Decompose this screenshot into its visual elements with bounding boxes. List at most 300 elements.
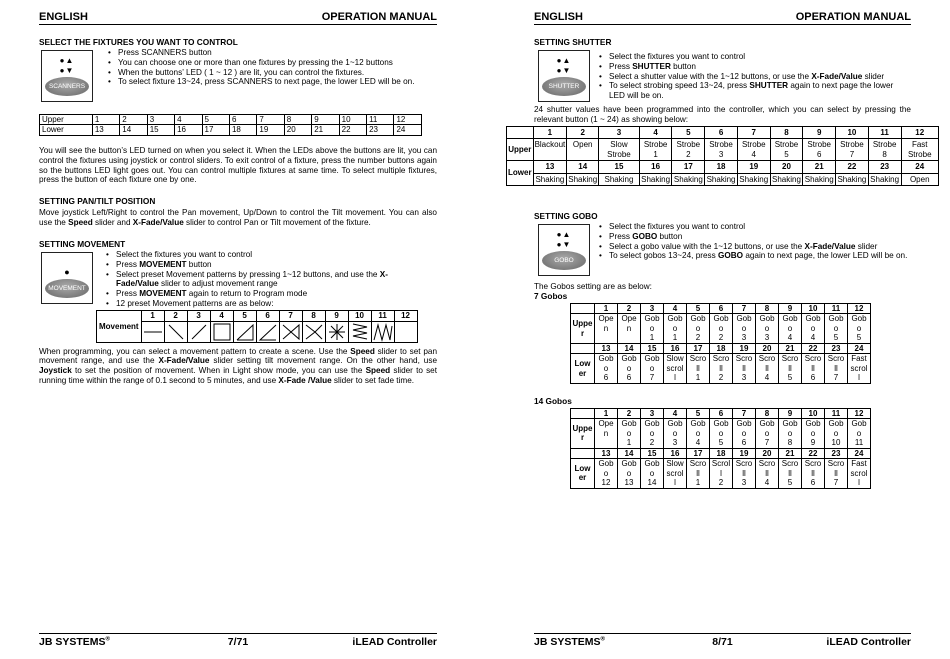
shutter-number: 16: [639, 161, 672, 174]
gobo-value-line: n: [626, 323, 632, 333]
pan-tilt-section: [39, 197, 437, 228]
gobo-value-line: scrol: [850, 363, 868, 373]
row-label-line: r: [580, 328, 585, 338]
shutter-number: 17: [672, 161, 705, 174]
gobo-value: [825, 354, 848, 384]
shutter-number: 6: [705, 126, 738, 139]
movement-pattern-9-icon: [325, 321, 348, 342]
gobo-value: [779, 459, 802, 489]
text-run: slider setting tilt movement range. On the other hand, use: [209, 356, 438, 366]
shutter-value: Shaking: [568, 174, 598, 184]
shutter-table: [506, 126, 939, 187]
gobo-value: [641, 419, 664, 449]
gobo-value: [641, 459, 664, 489]
gobo-value: [618, 354, 641, 384]
gobo-number: 4: [664, 303, 687, 314]
movement-pattern-6-icon: [256, 321, 279, 342]
gobo-value-line: Slow: [666, 354, 684, 364]
right-page: [475, 0, 950, 659]
gobo-value: [595, 354, 618, 384]
table-row: [40, 125, 422, 136]
row-label-line: er: [578, 368, 587, 378]
bold-run: SHUTTER: [632, 61, 671, 71]
table-row: [571, 303, 871, 314]
movement-pattern-7-icon: [279, 321, 302, 342]
text-run: Select the fixtures you want to control: [116, 249, 253, 259]
gobo7-title: 7 Gobos: [534, 290, 568, 301]
gobo-value-line: Scro: [735, 459, 753, 469]
gobo-value-line: ll: [788, 468, 792, 478]
bullet-item: • Press SCANNERS button: [108, 48, 415, 58]
gobo-value: [756, 354, 779, 384]
shutter-number: 13: [533, 161, 567, 174]
shutter-value: Shaking: [599, 173, 640, 186]
gobo-value-line: Gob: [598, 459, 614, 469]
shutter-value: Open: [567, 139, 599, 161]
table-row: [571, 419, 871, 449]
gobo-number: 2: [618, 408, 641, 419]
row-label: [571, 314, 595, 344]
shutter-number: 8: [770, 126, 803, 139]
gobo-number: 13: [595, 343, 618, 354]
bullet-item: [106, 299, 396, 309]
shutter-value: Shaking: [641, 174, 671, 184]
page-header: [39, 11, 437, 25]
gobo-value-line: 2: [718, 478, 724, 488]
gobo-value: [687, 354, 710, 384]
text-run: button: [670, 61, 696, 71]
bullet-list: [599, 52, 909, 101]
gobo-value-line: 1: [695, 478, 701, 488]
gobo-value-line: o: [603, 363, 609, 373]
row-label-line: Low: [574, 463, 591, 473]
gobo-value-line: ll: [742, 468, 746, 478]
shutter-paragraph: 24 shutter values have been programmed into the controller, which you can select by pressing the relevant button (1 ~ 24) as showing below:: [534, 104, 911, 124]
gobo-number: 19: [733, 448, 756, 459]
gobo-value-line: Scro: [804, 354, 822, 364]
movement-button-illustration: [41, 252, 93, 304]
shutter-value: Open: [901, 173, 939, 186]
gobo-value-line: ll: [834, 468, 838, 478]
gobo-value-line: o: [833, 428, 839, 438]
gobo-value-line: o: [833, 323, 839, 333]
text-run: Press: [116, 259, 140, 269]
gobo-value-line: Gob: [782, 419, 798, 429]
gobo-value-line: 6: [603, 373, 609, 383]
pattern-number: 9: [325, 311, 348, 322]
bullet-item: • When the buttons’ LED ( 1 ~ 12 ) are lit, you can control the fixtures.: [108, 68, 415, 78]
gobo-number: 16: [664, 448, 687, 459]
gobo-value-line: o: [672, 323, 678, 333]
bold-run: MOVEMENT: [139, 289, 187, 299]
table-row: [40, 114, 422, 125]
bold-run: Speed: [350, 346, 375, 356]
gobo-value-line: 3: [741, 478, 747, 488]
gobo-number: 5: [687, 408, 710, 419]
text-run: slider to control Pan or Tilt movement of the fixture.: [183, 217, 371, 227]
gobo-number: 23: [825, 448, 848, 459]
gobo-number: 5: [687, 303, 710, 314]
section-heading: SETTING PAN/TILT POSITION: [39, 196, 156, 206]
bullet-item: [599, 251, 909, 261]
gobo-value-line: 1: [672, 333, 678, 343]
pattern-number: 4: [210, 311, 233, 322]
movement-paragraph: [39, 347, 437, 386]
header-title: OPERATION MANUAL: [321, 11, 437, 23]
pattern-number: 2: [164, 311, 187, 322]
bold-run: GOBO: [718, 251, 744, 261]
section-heading: SELECT THE FIXTURES YOU WANT TO CONTROL: [39, 37, 238, 47]
gobo-value-line: Gob: [621, 419, 637, 429]
fixture-number-cell: 23: [367, 125, 394, 136]
fixture-number-cell: 14: [120, 125, 147, 136]
bullet-item: [599, 52, 909, 62]
row-label-line: Low: [574, 359, 591, 368]
bullet-item: [599, 242, 909, 252]
text-run: slider: [855, 241, 878, 251]
table-row: [571, 343, 871, 354]
gobo-value-line: 4: [764, 478, 770, 488]
gobo-value: [848, 314, 871, 344]
movement-pattern-8-icon: [302, 321, 325, 342]
gobo-value-line: Gob: [759, 314, 775, 324]
gobo-value-line: 5: [833, 333, 839, 343]
gobo-value: [710, 314, 733, 344]
text-run: again to next page, the lower LED will be on.: [743, 251, 908, 261]
gobo-button-illustration: [538, 224, 590, 276]
bold-run: Joystick: [39, 366, 72, 376]
shutter-number: 11: [868, 126, 901, 139]
gobo-value-line: l: [674, 373, 676, 383]
select-paragraph: You will see the button’s LED turned on when you select it. When the LEDs above the buttons are lit, you can control the fixtures using joystick or control sliders. To exit control of a fixture, press the number buttons again so the buttons LED light goes out. You can control multiple fixtures at same time. To select multiple fixtures, press the button of each fixture one by one.: [39, 145, 437, 185]
shutter-value: Shaking: [772, 174, 801, 184]
shutter-number: 15: [599, 161, 640, 174]
movement-pattern-table: [96, 310, 418, 343]
gobo-value-line: Gob: [828, 419, 844, 429]
registered-mark: ®: [600, 636, 605, 643]
gobo-value-line: n: [603, 323, 609, 333]
gobo-number: 9: [779, 303, 802, 314]
gobo-value-line: Scro: [689, 354, 707, 364]
gobo-value-line: ll: [788, 363, 792, 373]
gobo-value-line: l: [720, 468, 722, 478]
fixture-number-cell: 5: [202, 114, 229, 125]
brand-text: JB SYSTEMS: [534, 636, 601, 648]
gobo-value-line: 5: [787, 373, 793, 383]
gobo-value-line: l: [858, 373, 860, 383]
gobo-value-line: o: [649, 468, 655, 478]
gobo-value-line: Scro: [758, 459, 776, 469]
gobo-number: 15: [641, 343, 664, 354]
gobo-value-line: o: [787, 323, 793, 333]
text-run: Press: [609, 231, 633, 241]
shutter-number: 22: [836, 161, 869, 174]
shutter-number: 12: [901, 126, 939, 139]
gobo-value-line: ll: [765, 363, 769, 373]
gobo-number: 14: [618, 343, 641, 354]
pattern-number: 5: [233, 311, 256, 322]
shutter-value: Strobe 7: [836, 139, 869, 161]
text-run: button: [186, 259, 212, 269]
bullet-item: [599, 72, 909, 82]
gobo-value-line: Gob: [851, 419, 867, 429]
bullet-item: • You can choose one or more than one fixtures by pressing the 1~12 buttons: [108, 58, 415, 68]
gobo-value-line: 12: [601, 478, 611, 488]
gobo-value: [710, 459, 733, 489]
gobo-number: 7: [733, 303, 756, 314]
gobo-value: [710, 419, 733, 449]
gobo-value-line: Gob: [805, 314, 821, 324]
gobo-value-line: o: [649, 363, 655, 373]
text-run: Select the fixtures you want to control: [609, 221, 746, 231]
gobo-value: [779, 354, 802, 384]
gobo-value-line: ll: [765, 468, 769, 478]
footer-page-number: 7/71: [227, 636, 249, 648]
gobo-value-line: 7: [833, 478, 839, 488]
movement-pattern-3-icon: [187, 321, 210, 342]
gobo-value-line: o: [672, 428, 678, 438]
gobo-value-line: Gob: [782, 314, 798, 324]
text-run: Select the fixtures you want to control: [609, 51, 746, 61]
gobo-number: 7: [733, 408, 756, 419]
bold-run: Speed: [68, 217, 93, 227]
pattern-number: 3: [187, 311, 210, 322]
bullet-item: [599, 222, 909, 232]
bullet-item: [106, 250, 396, 260]
gobo-button-label: GOBO: [542, 251, 586, 270]
table-row: [507, 139, 939, 161]
row-label: Lower: [40, 125, 93, 136]
gobo-number: 2: [618, 303, 641, 314]
fixture-number-cell: 6: [229, 114, 256, 125]
empty-cell: [571, 408, 595, 419]
gobo-value-line: o: [764, 428, 770, 438]
gobo-value-line: o: [856, 323, 862, 333]
gobo-value-line: scrol: [666, 468, 684, 478]
bullet-item: [599, 62, 909, 72]
scanners-button-label: SCANNERS: [45, 77, 89, 96]
gobo-value-line: Scro: [804, 459, 822, 469]
gobo-number: 11: [825, 303, 848, 314]
gobo-value: [756, 419, 779, 449]
gobo-value-line: Scrol: [711, 459, 731, 469]
gobo-value: [595, 419, 618, 449]
pattern-number: 11: [371, 311, 394, 322]
shutter-button-illustration: [538, 50, 590, 102]
gobo-number: 13: [595, 448, 618, 459]
gobo-value-line: 14: [647, 478, 657, 488]
shutter-value: Shaking: [739, 174, 769, 184]
shutter-number: 7: [737, 126, 770, 139]
gobo-value-line: Gob: [667, 314, 683, 324]
gobo-value: [802, 459, 825, 489]
gobo-number: 16: [664, 343, 687, 354]
movement-pattern-12-icon: [394, 321, 417, 342]
text-run: Press: [116, 289, 140, 299]
page-header: [534, 11, 911, 25]
gobo-value-line: Ope: [598, 419, 614, 429]
gobo-value: [733, 419, 756, 449]
gobo7-table: [570, 303, 871, 384]
footer-product: iLEAD Controller: [826, 636, 911, 648]
gobo-value: [664, 459, 687, 489]
gobo-value-line: l: [858, 478, 860, 488]
footer-product: iLEAD Controller: [352, 636, 437, 648]
gobo-value-line: Gob: [644, 314, 660, 324]
table-row: [507, 161, 939, 174]
gobo-value: [756, 459, 779, 489]
bold-run: X-Fade/Value: [811, 71, 863, 81]
gobo-value: [802, 354, 825, 384]
shutter-value: Strobe 8: [868, 139, 901, 161]
gobo-value-line: Gob: [690, 314, 706, 324]
text-run: again to next page the lower LED will be on.: [609, 81, 894, 101]
gobo-value-line: Scro: [689, 459, 707, 469]
pattern-number: 12: [394, 311, 417, 322]
shutter-number: 5: [672, 126, 705, 139]
registered-mark: ®: [105, 636, 110, 643]
gobo-value-line: ll: [811, 468, 815, 478]
bold-run: MOVEMENT: [139, 259, 187, 269]
bullet-item: • To select fixture 13~24, press SCANNERS to next page, the lower LED will be on.: [108, 77, 415, 87]
gobo14-title: 14 Gobos: [534, 395, 572, 406]
row-label-line: Uppe: [572, 423, 593, 433]
gobo-value-line: 7: [649, 373, 655, 383]
shutter-value: Strobe 1: [639, 139, 672, 161]
fixture-number-cell: 7: [257, 114, 284, 125]
gobo-value-line: o: [626, 428, 632, 438]
gobo-value-line: Scro: [827, 354, 845, 364]
gobo-value-line: 6: [810, 478, 816, 488]
movement-pattern-10-icon: [348, 321, 371, 342]
shutter-value: Fast Strobe: [901, 139, 939, 161]
gobo-value-line: 9: [810, 438, 816, 448]
gobo-value-line: o: [741, 428, 747, 438]
fixture-table: [39, 114, 422, 136]
gobo14-table: [570, 408, 871, 489]
gobo-intro: The Gobos setting are as below:: [534, 281, 652, 291]
gobo-value-line: Gob: [690, 419, 706, 429]
bullet-item: [106, 270, 396, 290]
gobo-value-line: ll: [696, 468, 700, 478]
fixture-number-cell: 13: [92, 125, 119, 136]
fixture-number-cell: 12: [394, 114, 422, 125]
gobo-number: 17: [687, 448, 710, 459]
gobo-number: 18: [710, 343, 733, 354]
gobo-value-line: Gob: [805, 419, 821, 429]
gobo-value: [848, 459, 871, 489]
fixture-number-cell: 15: [147, 125, 174, 136]
header-title: OPERATION MANUAL: [795, 11, 911, 23]
shutter-value: Shaking: [870, 174, 900, 184]
gobo-value-line: Gob: [621, 354, 637, 364]
gobo-value: [641, 354, 664, 384]
gobo-value-line: Gob: [644, 419, 660, 429]
gobo-value-line: Ope: [621, 314, 637, 324]
select-fixtures-section: [39, 38, 437, 185]
movement-section: [39, 240, 437, 386]
shutter-value: Shaking: [533, 173, 567, 186]
bold-run: X-Fade/Value: [116, 269, 388, 289]
gobo-value-line: 4: [810, 333, 816, 343]
gobo-value: [664, 419, 687, 449]
gobo-value: [802, 419, 825, 449]
shutter-value: Blackout: [533, 139, 567, 161]
bullet-item: [106, 260, 396, 270]
gobo-value-line: 1: [626, 438, 632, 448]
text-run: slider to set pan movement range, and use the: [39, 346, 437, 366]
gobo-value-line: o: [695, 323, 701, 333]
table-row: [571, 408, 871, 419]
gobo-value-line: Scro: [827, 459, 845, 469]
text-run: 12 preset Movement patterns are as below:: [116, 299, 274, 309]
gobo-value-line: 10: [831, 438, 841, 448]
table-row: [571, 354, 871, 384]
row-label-line: er: [578, 473, 587, 483]
joystick-arrows-icon: ●▲ ●▼: [59, 55, 75, 75]
gobo-value: [733, 314, 756, 344]
gobo-value-line: 4: [764, 373, 770, 383]
shutter-number: 24: [901, 161, 939, 174]
gobo-value: [618, 459, 641, 489]
bullet-list: [599, 222, 909, 261]
gobo-value-line: 1: [649, 333, 655, 343]
table-row: [507, 126, 939, 139]
gobo-value: [825, 459, 848, 489]
gobo-value-line: o: [810, 428, 816, 438]
row-label: [571, 419, 595, 449]
gobo-value: [595, 314, 618, 344]
shutter-value: Strobe 3: [705, 139, 738, 161]
pan-tilt-paragraph: [39, 208, 437, 228]
gobo-number: 22: [802, 448, 825, 459]
shutter-number: 20: [770, 161, 803, 174]
gobo-number: 21: [779, 448, 802, 459]
gobo-value: [687, 314, 710, 344]
gobo-value-line: Scro: [758, 354, 776, 364]
movement-pattern-11-icon: [371, 321, 394, 342]
movement-pattern-5-icon: [233, 321, 256, 342]
gobo-value-line: 3: [764, 333, 770, 343]
shutter-value: Strobe 4: [737, 139, 770, 161]
gobo-number: 23: [825, 343, 848, 354]
gobo-value-line: 6: [741, 438, 747, 448]
gobo-value-line: 3: [741, 333, 747, 343]
gobo-value-line: o: [626, 468, 632, 478]
header-language: ENGLISH: [39, 11, 88, 23]
bold-run: SHUTTER: [749, 81, 789, 91]
gobo-number: 1: [595, 303, 618, 314]
gobo-value-line: Scro: [781, 459, 799, 469]
empty-cell: [507, 126, 534, 139]
shutter-value: Slow Strobe: [599, 139, 640, 161]
gobo-number: 12: [848, 303, 871, 314]
gobo-value: [595, 459, 618, 489]
gobo-value: [664, 354, 687, 384]
gobo-value-line: o: [856, 428, 862, 438]
gobo-value: [687, 419, 710, 449]
gobo-value: [779, 419, 802, 449]
gobo-value-line: 5: [787, 478, 793, 488]
shutter-number: 3: [599, 126, 640, 139]
text-run: slider and: [92, 217, 133, 227]
gobo-number: 9: [779, 408, 802, 419]
gobo-value-line: 2: [718, 333, 724, 343]
gobo-value: [641, 314, 664, 344]
gobo-value-line: 4: [787, 333, 793, 343]
gobo-value: [664, 314, 687, 344]
lower-row-label: Lower: [507, 161, 534, 186]
